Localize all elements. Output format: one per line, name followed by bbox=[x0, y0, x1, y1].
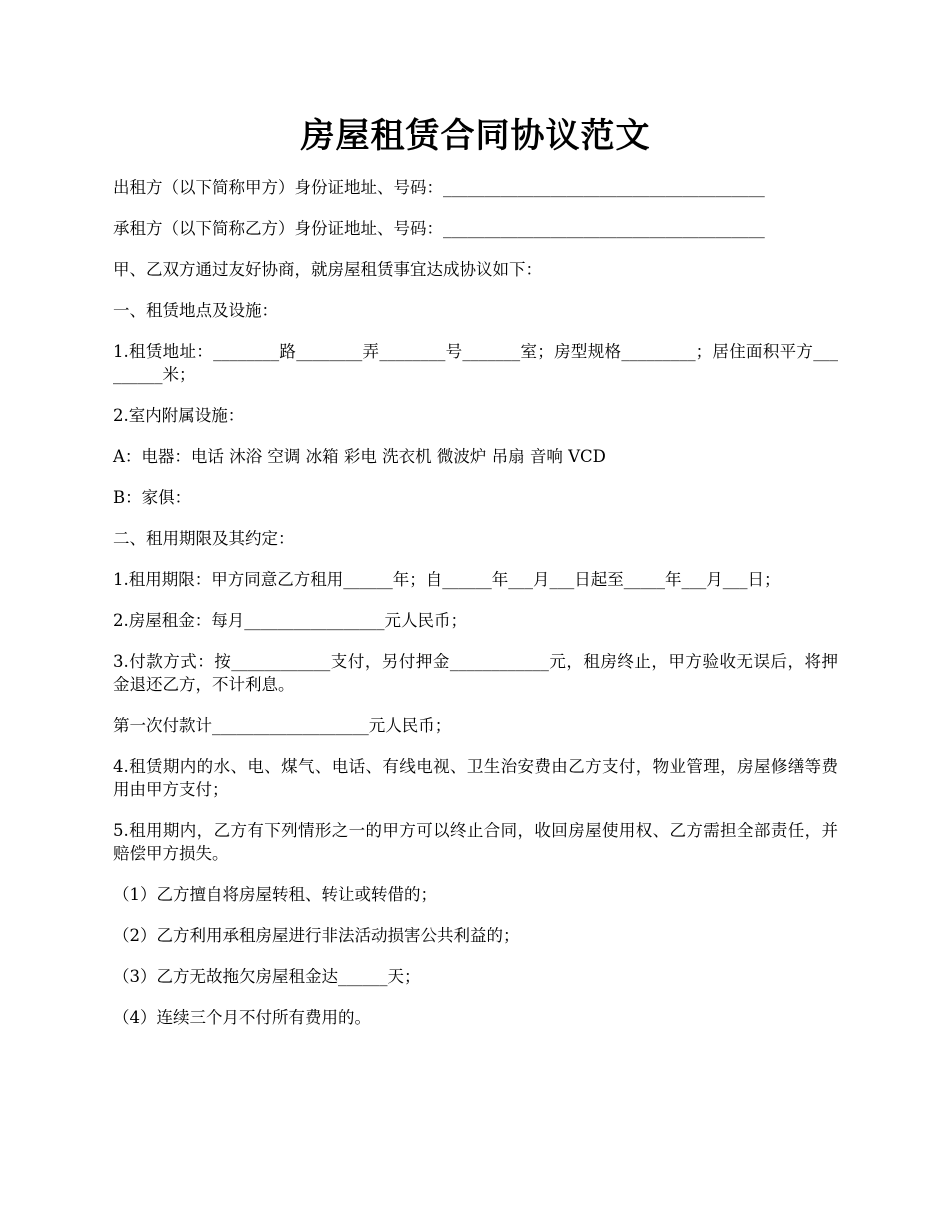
section-2-heading: 二、租用期限及其约定： bbox=[113, 529, 295, 548]
document-page bbox=[113, 112, 838, 1047]
clause-facilities: 2.室内附属设施： bbox=[113, 406, 245, 425]
termination-item-1: （1）乙方擅自将房屋转租、转让或转借的； bbox=[113, 885, 437, 904]
document-title: 房屋租赁合同协议范文 bbox=[300, 116, 651, 156]
clause-term: 1.租用期限：甲方同意乙方租用______年；自______年___月___日起至_____年___月___日； bbox=[113, 570, 781, 589]
termination-item-4: （4）连续三个月不付所有费用的。 bbox=[113, 1008, 371, 1027]
section-1-heading: 一、租赁地点及设施： bbox=[113, 301, 278, 320]
agreement-intro: 甲、乙双方通过友好协商，就房屋租赁事宜达成协议如下： bbox=[113, 260, 542, 279]
lessor-line: 出租方（以下简称甲方）身份证地址、号码：_______________________________________ bbox=[113, 178, 765, 197]
clause-termination: 5.租用期内，乙方有下列情形之一的甲方可以终止合同，收回房屋使用权、乙方需担全部责任，并赔偿甲方损失。 bbox=[113, 821, 838, 863]
termination-item-2: （2）乙方利用承租房屋进行非法活动损害公共利益的； bbox=[113, 926, 520, 945]
lessee-line: 承租方（以下简称乙方）身份证地址、号码：_______________________________________ bbox=[113, 219, 765, 238]
termination-item-3: （3）乙方无故拖欠房屋租金达______天； bbox=[113, 967, 421, 986]
clause-appliances: A：电器：电话 沐浴 空调 冰箱 彩电 洗衣机 微波炉 吊扇 音响 VCD bbox=[113, 447, 606, 466]
clause-address: 1.租赁地址：________路________弄________号_______室；房型规格_________；居住面积平方_________米； bbox=[113, 342, 838, 384]
clause-payment: 3.付款方式：按____________支付，另付押金____________元，租房终止，甲方验收无误后，将押金退还乙方，不计利息。 bbox=[113, 652, 838, 694]
clause-furniture: B：家俱： bbox=[113, 488, 192, 507]
clause-first-payment: 第一次付款计___________________元人民币； bbox=[113, 716, 452, 735]
clause-rent: 2.房屋租金：每月_________________元人民币； bbox=[113, 611, 467, 630]
clause-utilities: 4.租赁期内的水、电、煤气、电话、有线电视、卫生治安费由乙方支付，物业管理，房屋修缮等费用由甲方支付； bbox=[113, 757, 838, 799]
